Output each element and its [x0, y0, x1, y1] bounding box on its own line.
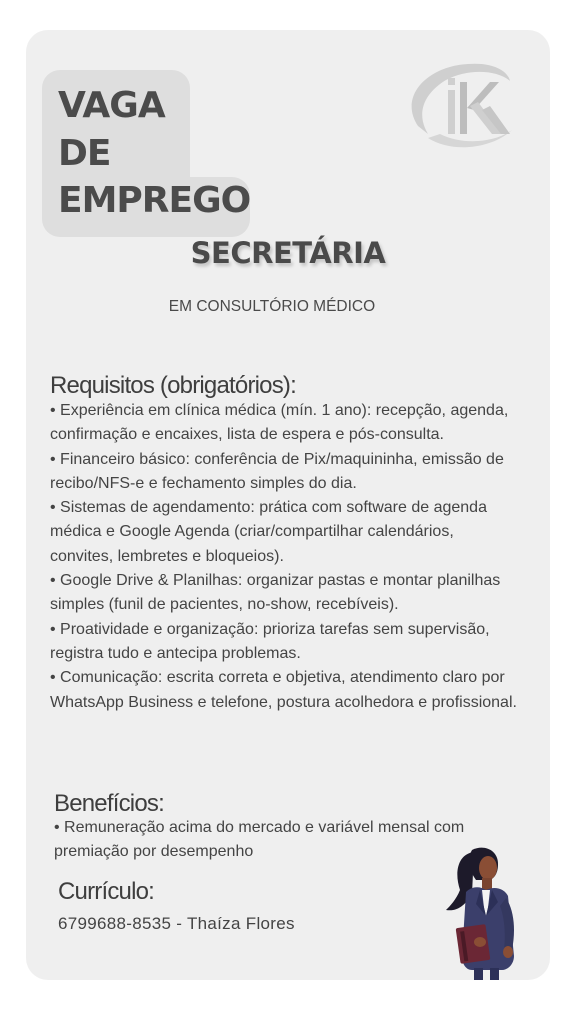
requirements-list: [50, 399, 520, 715]
requirement-item: • Proatividade e organização: prioriza tarefas sem supervisão, registra tudo e antecipa problemas.: [50, 620, 490, 662]
posting-title-block: [42, 70, 250, 237]
title-line-2: DE: [42, 130, 190, 178]
resume-heading: Currículo:: [58, 878, 155, 905]
title-line-1: VAGA: [42, 70, 190, 130]
title-line-3: EMPREGO: [42, 177, 250, 237]
requirement-item: • Financeiro básico: conferência de Pix/maquininha, emissão de recibo/NFS-e e fechamento simples do dia.: [50, 450, 504, 492]
requirement-item: • Experiência em clínica médica (mín. 1 ano): recepção, agenda, confirmação e encaixes, lista de espera e pós-consulta.: [50, 402, 509, 444]
benefits-heading: Benefícios:: [54, 790, 164, 817]
job-subtitle: EM CONSULTÓRIO MÉDICO: [168, 298, 376, 315]
requirements-heading: Requisitos (obrigatórios):: [50, 372, 296, 399]
contact-info: 6799688-8535 - Thaíza Flores: [58, 914, 295, 933]
requirement-item: • Google Drive & Planilhas: organizar pastas e montar planilhas simples (funil de pacientes, no-show, recebíveis).: [50, 572, 501, 614]
ik-monogram-logo-icon: [398, 56, 518, 156]
benefit-item: • Remuneração acima do mercado e variável mensal com premiação por desempenho: [54, 819, 465, 860]
job-title: SECRETÁRIA: [190, 236, 386, 270]
job-posting-card: [26, 30, 550, 980]
requirement-item: • Sistemas de agendamento: prática com software de agenda médica e Google Agenda (criar/compartilhar calendários, convites, lembretes e bloqueios).: [50, 499, 487, 565]
requirement-item: • Comunicação: escrita correta e objetiva, atendimento claro por WhatsApp Business e telefone, postura acolhedora e profissional.: [50, 669, 517, 711]
businesswoman-illustration-icon: [436, 846, 536, 980]
